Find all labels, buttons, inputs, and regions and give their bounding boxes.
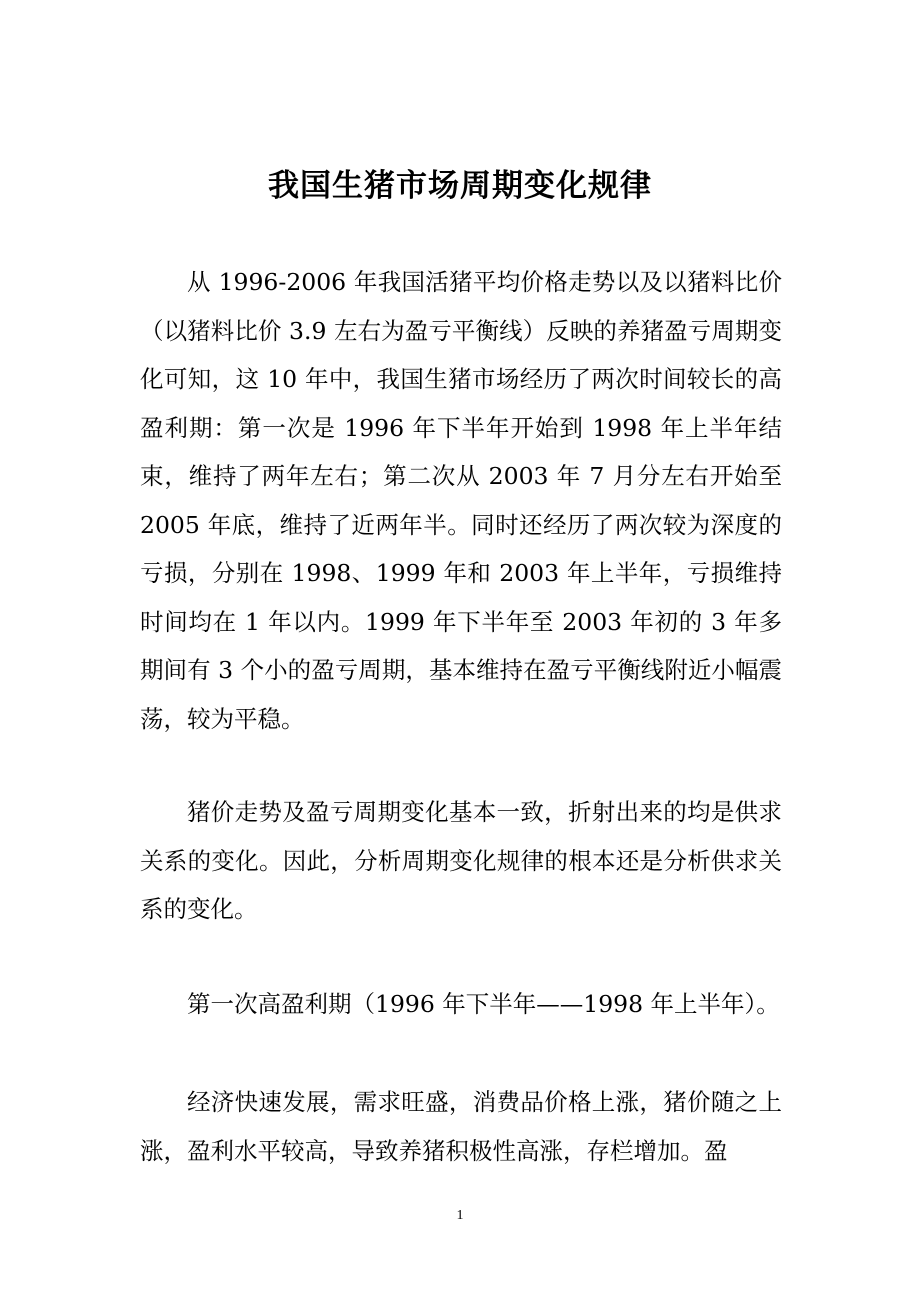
paragraph-first-high-profit-period: 第一次高盈利期（1996 年下半年——1998 年上半年）。 bbox=[187, 990, 780, 1018]
paragraph-economic-growth: 经济快速发展，需求旺盛，消费品价格上涨，猪价随之上涨，盈利水平较高，导致养猪积极性高涨，存栏增加。盈 bbox=[140, 1088, 782, 1165]
paragraph-supply-demand: 猪价走势及盈亏周期变化基本一致，折射出来的均是供求关系的变化。因此，分析周期变化规律的根本还是分析供求关系的变化。 bbox=[140, 798, 782, 923]
document-title: 我国生猪市场周期变化规律 bbox=[268, 168, 652, 204]
page-number: 1 bbox=[456, 1208, 464, 1223]
paragraph-price-trend-overview: 从 1996-2006 年我国活猪平均价格走势以及以猪料比价（以猪料比价 3.9 左右为盈亏平衡线）反映的养猪盈亏周期变化可知，这 10 年中，我国生猪市场经历了两次时间较长的高盈利期：第一次是 1996 年下半年开始到 1998 年上半年结束，维持了两年左右；第二次从 2003 年 7 月分左右开始至 2005 年底，维持了近两年半。同时还经历了两次较为深度的亏损，分别在 1998、1999 年和 2003 年上半年，亏损维持时间均在 1 年以内。1999 年下半年至 2003 年初的 3 年多期间有 3 个小的盈亏周期，基本维持在盈亏平衡线附近小幅震荡，较为平稳。 bbox=[140, 268, 782, 733]
